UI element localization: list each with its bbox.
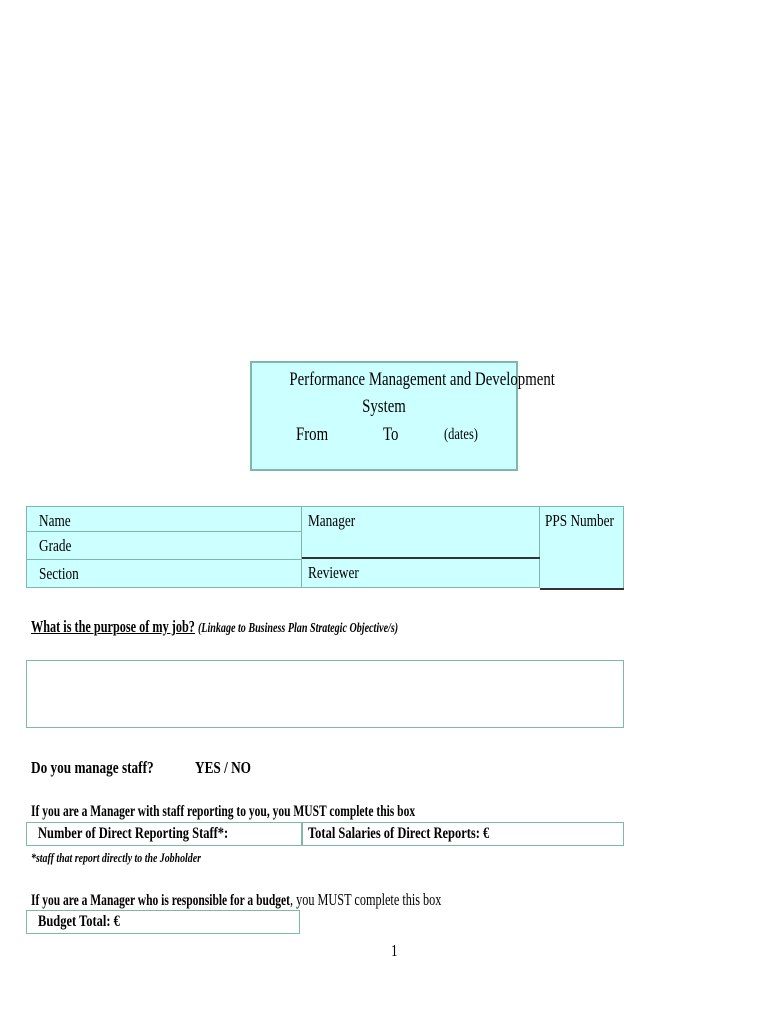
total-salaries-field[interactable]: Total Salaries of Direct Reports: € [308,825,490,842]
form-title: Performance Management and Development [289,369,555,390]
direct-staff-field[interactable]: Number of Direct Reporting Staff*: [38,825,229,842]
from-label: From [296,424,329,445]
manager-field[interactable]: Manager [302,506,540,558]
dates-label: (dates) [444,426,478,443]
budget-box [26,910,300,934]
manage-staff-answer[interactable]: YES / NO [195,758,252,777]
form-title-system: System [362,396,406,417]
budget-total-field[interactable]: Budget Total: € [38,913,120,930]
staff-box-divider [301,823,303,845]
manage-staff-question: Do you manage staff? [31,758,154,777]
budget-box-instruction: If you are a Manager who is responsible for a budget, you MUST complete this box [31,890,442,909]
title-box [250,361,555,471]
staff-box [26,822,624,846]
purpose-question: What is the purpose of my job? (Linkage to Business Plan Strategic Objective/s) [31,617,399,636]
name-field[interactable]: Name [26,506,302,532]
section-field[interactable]: Section [26,560,302,588]
purpose-input-box[interactable] [26,660,624,728]
period-row [252,424,516,448]
staff-footnote: *staff that report directly to the Jobholder [31,850,201,865]
page-number: 1 [391,941,398,960]
pps-divider [540,588,624,590]
staff-box-instruction: If you are a Manager with staff reporting to you, you MUST complete this box [31,803,416,820]
to-label: To [383,424,399,445]
employee-details-table [26,506,624,590]
reviewer-field[interactable]: Reviewer [302,559,540,588]
pps-number-field[interactable]: PPS Number [540,506,624,588]
grade-field[interactable]: Grade [26,532,302,560]
